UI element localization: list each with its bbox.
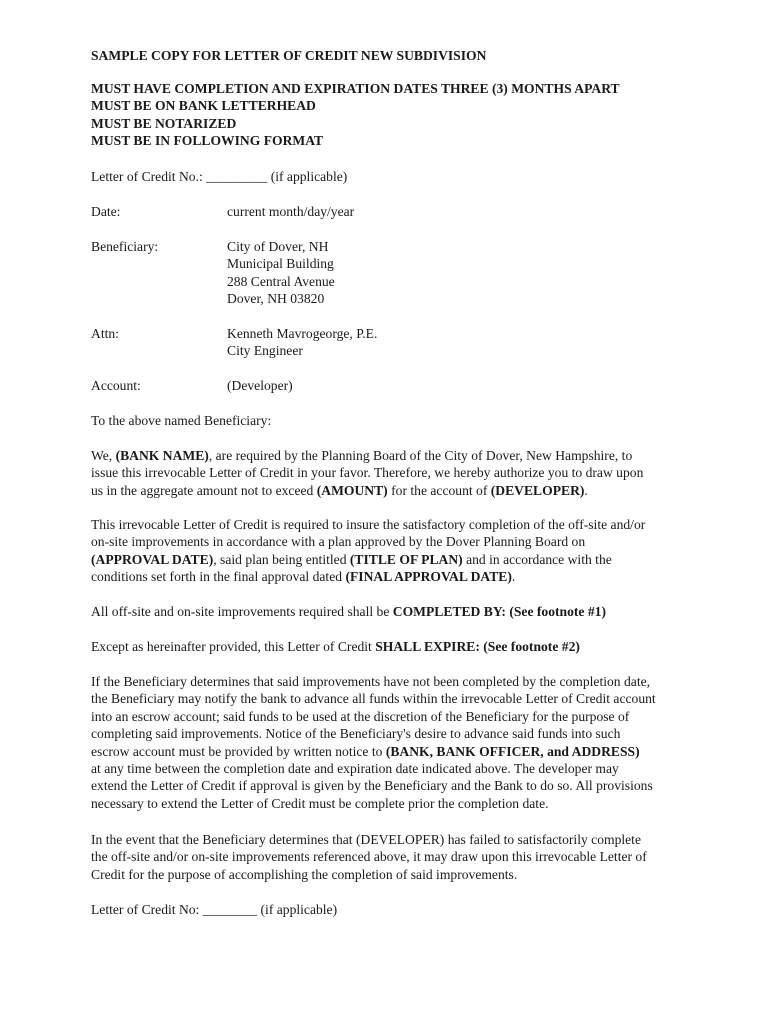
paragraph-line: In the event that the Beneficiary determines that (DEVELOPER) has failed to satisfactorily complete — [91, 832, 641, 847]
shall-expire-clause: SHALL EXPIRE: (See footnote #2) — [375, 639, 580, 654]
address-line: Dover, NH 03820 — [227, 291, 325, 307]
text-run: and in accordance with the — [462, 551, 612, 567]
text-run: . — [584, 482, 588, 498]
paragraph-line: at any time between the completion date and expiration date indicated above. The developer may — [91, 760, 619, 776]
text-run: , are required by the Planning Board of the City of Dover, New Hampshire, to — [208, 448, 633, 463]
amount-placeholder: (AMOUNT) — [316, 482, 388, 498]
paragraph-line: into an escrow account; said funds to be used at the discretion of the Beneficiary for the purpose of — [91, 708, 630, 724]
paragraph-line: Credit for the purpose of accomplishing the completion of said improvements. — [91, 866, 518, 882]
paragraph-line — [91, 447, 706, 464]
text-run: us in the aggregate amount not to exceed — [91, 482, 317, 498]
paragraph-purpose — [91, 516, 706, 586]
text-run: We, — [91, 448, 116, 463]
paragraph-line: issue this irrevocable Letter of Credit in your favor. Therefore, we hereby authorize you to draw upon — [91, 465, 644, 481]
attn-label: Attn: — [91, 326, 119, 341]
paragraph-line — [91, 568, 706, 585]
text-run: Except as hereinafter provided, this Letter of Credit — [91, 639, 376, 654]
paragraph-line: This irrevocable Letter of Credit is required to insure the satisfactory completion of the off-site and/or — [91, 517, 646, 532]
requirements-list — [91, 80, 620, 150]
paragraph-line: the Beneficiary may notify the bank to advance all funds within the irrevocable Letter of Credit account — [91, 691, 656, 707]
paragraph-default — [91, 831, 706, 883]
text-run: conditions set forth in the final approval dated — [91, 569, 346, 585]
paragraph-line: extend the Letter of Credit if approval is given by the Beneficiary and the Bank to do so. All provisions — [91, 778, 653, 794]
approval-date-placeholder: (APPROVAL DATE) — [91, 551, 214, 567]
requirement-item: MUST BE NOTARIZED — [91, 115, 237, 131]
plan-title-placeholder: (TITLE OF PLAN) — [349, 551, 463, 567]
developer-placeholder: (DEVELOPER) — [490, 482, 585, 498]
bank-officer-placeholder: (BANK, BANK OFFICER, and ADDRESS) — [385, 743, 640, 759]
paragraph-line: the off-site and/or on-site improvements referenced above, it may draw upon this irrevocable Letter of — [91, 849, 647, 865]
account-value: (Developer) — [227, 378, 293, 393]
requirement-item: MUST HAVE COMPLETION AND EXPIRATION DATES THREE (3) MONTHS APART — [91, 81, 620, 96]
text-run: , said plan being entitled — [213, 551, 350, 567]
beneficiary-address — [227, 238, 335, 308]
paragraph-line: If the Beneficiary determines that said improvements have not been completed by the completion date, — [91, 674, 651, 689]
address-line: Municipal Building — [227, 256, 334, 272]
paragraph-authorization — [91, 447, 706, 499]
attn-line: City Engineer — [227, 343, 303, 359]
salutation: To the above named Beneficiary: — [91, 413, 272, 428]
address-line: 288 Central Avenue — [227, 273, 335, 289]
date-label: Date: — [91, 204, 121, 219]
requirement-item: MUST BE IN FOLLOWING FORMAT — [91, 133, 324, 149]
paragraph-line — [91, 551, 706, 568]
paragraph-line: necessary to extend the Letter of Credit must be complete prior the completion date. — [91, 795, 549, 811]
paragraph-expiration — [91, 638, 706, 655]
paragraph-line — [91, 482, 706, 499]
loc-number-top: Letter of Credit No.: _________ (if applicable) — [91, 169, 348, 184]
paragraph-line — [91, 743, 706, 760]
account-label: Account: — [91, 378, 141, 393]
attn-line: Kenneth Mavrogeorge, P.E. — [227, 326, 378, 341]
bank-name-placeholder: (BANK NAME) — [115, 448, 209, 463]
attn-value — [227, 325, 377, 360]
document-title: SAMPLE COPY FOR LETTER OF CREDIT NEW SUBDIVISION — [91, 48, 487, 63]
paragraph-line: on-site improvements in accordance with a plan approved by the Dover Planning Board on — [91, 534, 586, 550]
address-line: City of Dover, NH — [227, 239, 329, 254]
date-value: current month/day/year — [227, 204, 355, 219]
text-run: escrow account must be provided by written notice to — [91, 743, 386, 759]
final-approval-date-placeholder: (FINAL APPROVAL DATE) — [345, 569, 512, 585]
text-run: All off-site and on-site improvements required shall be — [91, 604, 393, 619]
paragraph-line: completing said improvements. Notice of the Beneficiary's desire to advance said funds into such — [91, 726, 621, 742]
text-run: for the account of — [387, 482, 491, 498]
text-run: . — [511, 569, 516, 585]
loc-number-bottom: Letter of Credit No: ________ (if applicable) — [91, 902, 338, 917]
requirement-item: MUST BE ON BANK LETTERHEAD — [91, 98, 316, 114]
paragraph-escrow — [91, 673, 706, 812]
beneficiary-label: Beneficiary: — [91, 239, 159, 254]
completed-by-clause: COMPLETED BY: (See footnote #1) — [392, 604, 606, 619]
paragraph-completion — [91, 603, 706, 620]
